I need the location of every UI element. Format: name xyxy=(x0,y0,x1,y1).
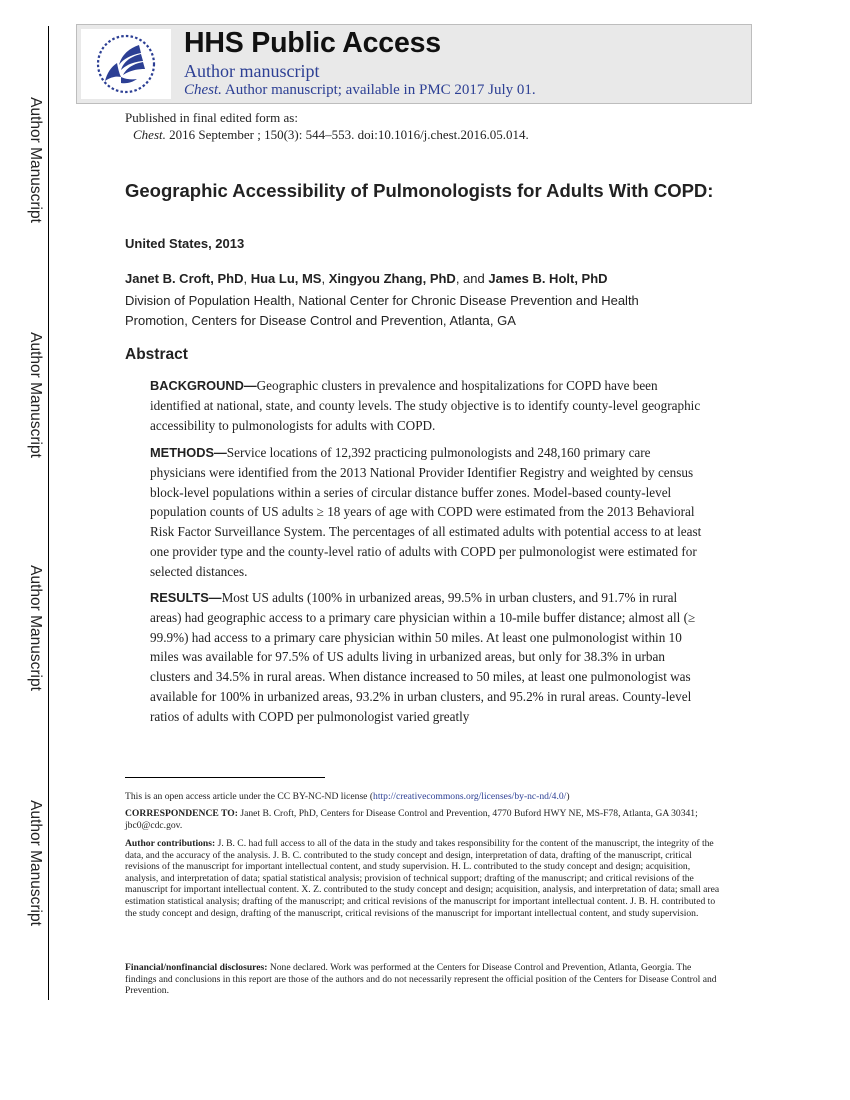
banner-title: HHS Public Access xyxy=(184,27,441,59)
author-list: Janet B. Croft, PhD, Hua Lu, MS, Xingyou Zhang, PhD, and James B. Holt, PhD xyxy=(125,271,608,286)
hhs-eagle-icon xyxy=(81,29,171,99)
margin-rule xyxy=(48,26,49,1000)
banner-availability: Chest. Author manuscript; available in PMC 2017 July 01. xyxy=(184,82,536,98)
footnote-correspondence: CORRESPONDENCE TO: Janet B. Croft, PhD, Centers for Disease Control and Prevention, 4770 Buford HWY NE, MS-F78, Atlanta, GA 30341; jbc0@cdc.gov. xyxy=(125,808,698,831)
abstract-results: RESULTS—Most US adults (100% in urbanized areas, 99.5% in urban clusters, and 91.7% in rural areas) had geographic access to a primary care physician within a 10-mile buffer distance; almost all (≥ 99.9%) had access to a primary care physician within 50 miles. At least one pulmonologist within 10 miles was available for 97.5% of US adults living in urbanized areas, but only for 38.3% in urban clusters and 34.5% in rural areas. When distance increased to 50 miles, at least one pulmonologist was available for 100% in urbanized areas, 93.2% in urban clusters, and 95.2% in rural areas. County-level ratios of adults with COPD per pulmonologist varied greatly xyxy=(150,590,696,724)
article-title: Geographic Accessibility of Pulmonologists for Adults With COPD: xyxy=(125,180,714,201)
footnote-contributions: Author contributions: J. B. C. had full access to all of the data in the study and takes responsibility for the content of the manuscript, the integrity of the data, and the accuracy of the analysis. J. B. C. contributed to the study concept and design, interpretation of data, drafting of the manuscript, critical revisions of the manuscript for important intellectual content, and study supervision. H. L. contributed to the study concept and design; acquisition, analysis, and interpretation of data; spatial statistical analysis; provision of technical support; drafting of the manuscript; and critical revisions of the manuscript for important intellectual content. X. Z. contributed to the study concept and design; acquisition, analysis, and interpretation of data; small area estimation statistical analysis; drafting of the manuscript; and critical revisions of the manuscript for important intellectual content. J. B. H. contributed to the study concept and design, drafting of the manuscript, critical revisions of the manuscript for important intellectual content, and study supervision. xyxy=(125,838,720,919)
banner-subtitle: Author manuscript xyxy=(184,61,320,81)
affiliation: Division of Population Health, National Center for Chronic Disease Prevention and Health Promotion, Centers for Disease Control and Prevention, Atlanta, GA xyxy=(125,293,639,328)
abstract-methods: METHODS—Service locations of 12,392 practicing pulmonologists and 248,160 primary care physicians were identified from the 2013 National Provider Identifier Registry and weighted by census block-level populations within a series of circular distance buffer zones. Model-based county-level population counts of US adults ≥ 18 years of age with COPD were estimated from the 2013 Behavioral Risk Factor Surveillance System. The percentages of all estimated adults with potential access to at least one provider type and the county-level ratio of adults with COPD per pulmonologist were estimated for selected distances. xyxy=(150,445,702,579)
abstract-background: BACKGROUND—Geographic clusters in prevalence and hospitalizations for COPD have been identified at national, state, and county levels. The study objective is to identify county-level geographic accessibility to pulmonologists for adults with COPD. xyxy=(150,378,701,433)
published-label: Published in final edited form as: xyxy=(125,110,298,125)
footnote-rule xyxy=(125,777,325,778)
footnote-disclosures: Financial/nonfinancial disclosures: None declared. Work was performed at the Centers for Disease Control and Prevention, Atlanta, Georgia. The findings and conclusions in this report are those of the authors and do not necessarily represent the official position of the Centers for Disease Control and Prevention. xyxy=(125,962,717,997)
footnote-license: This is an open access article under the CC BY-NC-ND license (http://creativecommons.org/licenses/by-nc-nd/4.0/) xyxy=(125,791,570,802)
hhs-banner xyxy=(76,24,752,104)
article-subtitle: United States, 2013 xyxy=(125,236,245,251)
hhs-logo xyxy=(81,29,171,99)
license-link[interactable]: http://creativecommons.org/licenses/by-nc-nd/4.0/ xyxy=(373,791,567,802)
abstract-heading: Abstract xyxy=(125,346,188,363)
citation: Chest. 2016 September ; 150(3): 544–553. doi:10.1016/j.chest.2016.05.014. xyxy=(133,127,529,142)
